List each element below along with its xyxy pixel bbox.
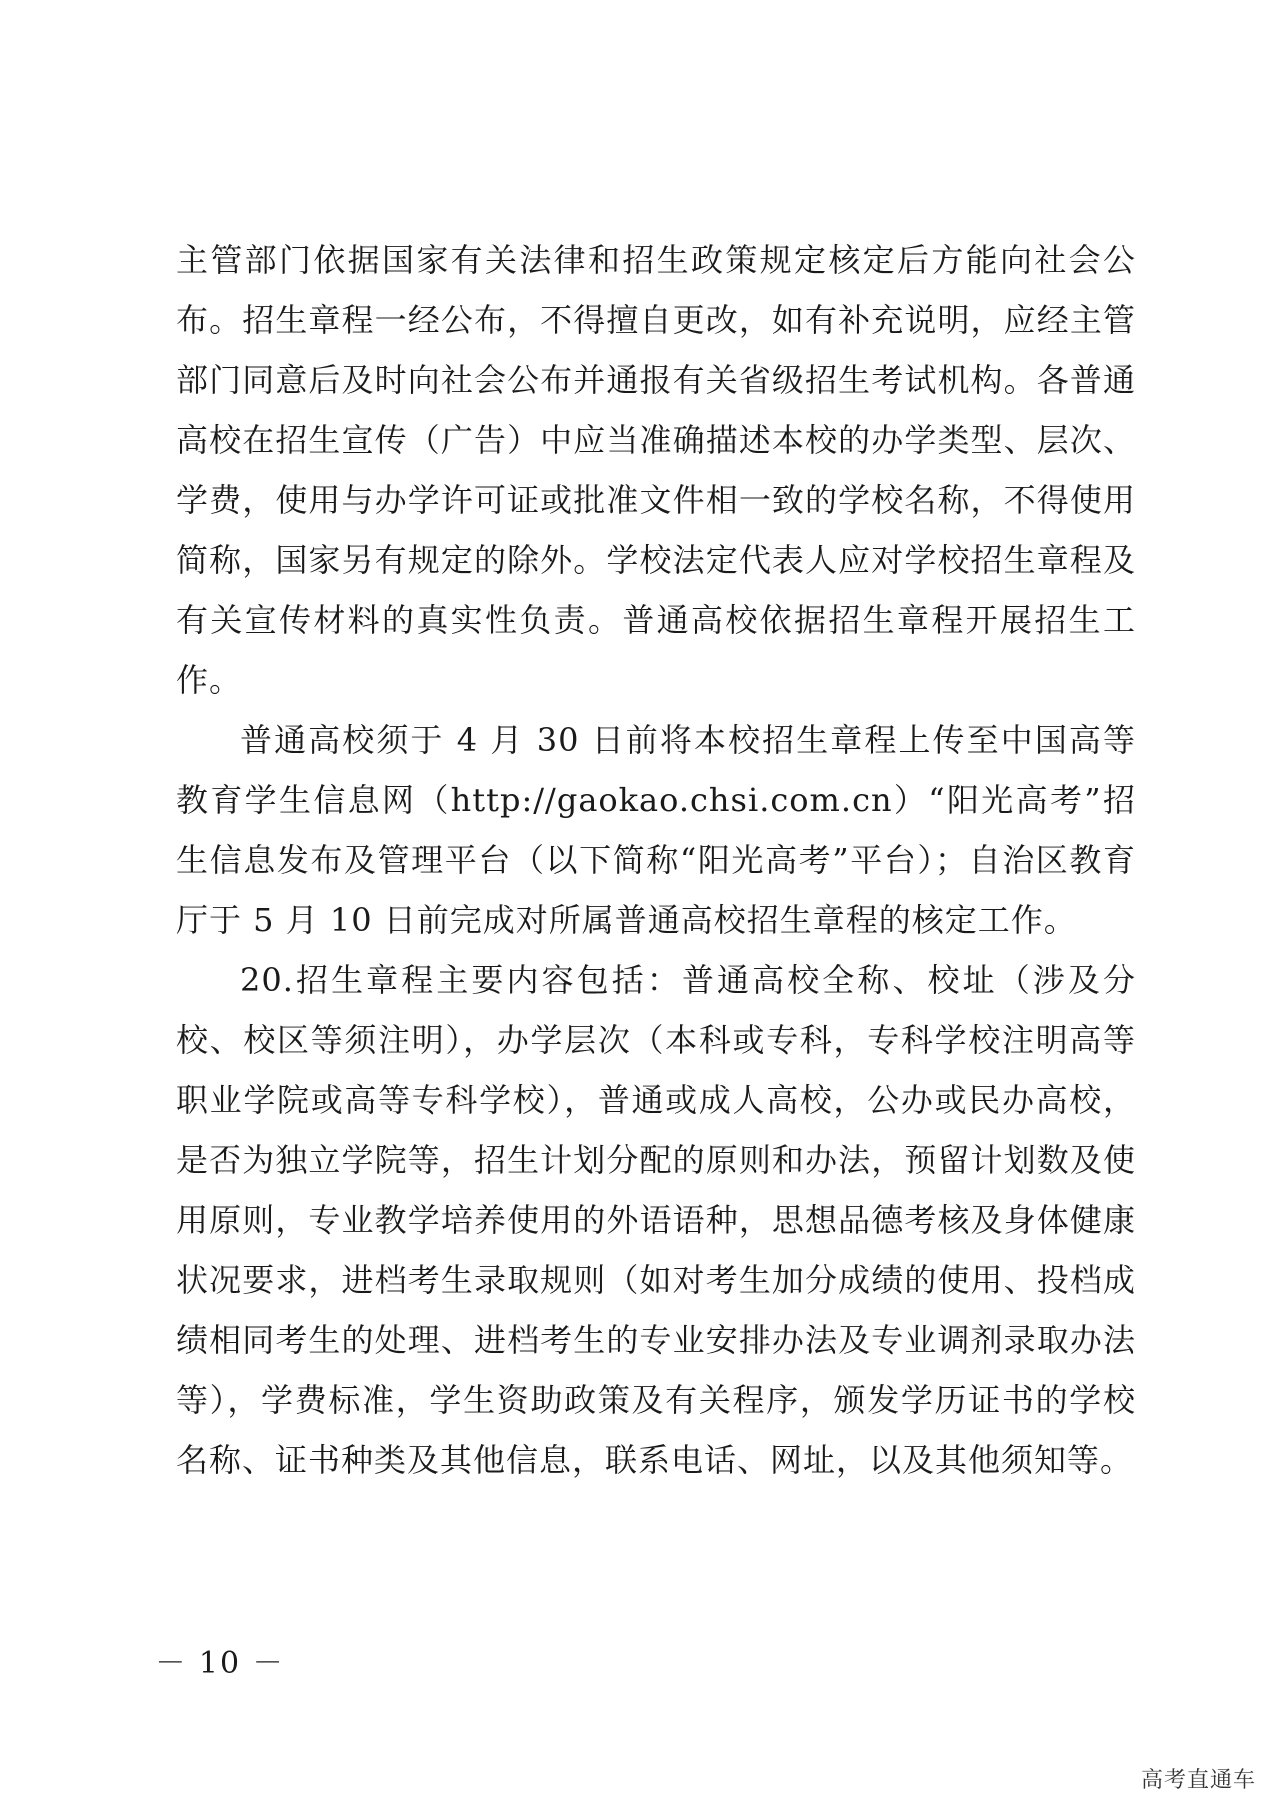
- watermark-label: 高考直通车: [1140, 1768, 1256, 1793]
- paragraph-upload-deadline: 普通高校须于 4 月 30 日前将本校招生章程上传至中国高等教育学生信息网（http://gaokao.chsi.com.cn）“阳光高考”招生信息发布及管理平台（以下简称“阳光高考”平台）；自治区教育厅于 5 月 10 日前完成对所属普通高校招生章程的核定工作。: [176, 721, 1136, 939]
- paragraph-charter-contents: 20.招生章程主要内容包括：普通高校全称、校址（涉及分校、校区等须注明），办学层次（本科或专科，专科学校注明高等职业学院或高等专科学校），普通或成人高校，公办或民办高校，是否为独立学院等，招生计划分配的原则和办法，预留计划数及使用原则，专业教学培养使用的外语语种，思想品德考核及身体健康状况要求，进档考生录取规则（如对考生加分成绩的使用、投档成绩相同考生的处理、进档考生的专业安排办法及专业调剂录取办法等），学费标准，学生资助政策及有关程序，颁发学历证书的学校名称、证书种类及其他信息，联系电话、网址，以及其他须知等。: [176, 961, 1136, 1479]
- paragraph-continuation: 主管部门依据国家有关法律和招生政策规定核定后方能向社会公布。招生章程一经公布，不得擅自更改，如有补充说明，应经主管部门同意后及时向社会公布并通报有关省级招生考试机构。各普通高校在招生宣传（广告）中应当准确描述本校的办学类型、层次、学费，使用与办学许可证或批准文件相一致的学校名称，不得使用简称，国家另有规定的除外。学校法定代表人应对学校招生章程及有关宣传材料的真实性负责。普通高校依据招生章程开展招生工作。: [176, 241, 1136, 699]
- page-number: － 10 －: [155, 1646, 285, 1681]
- document-body: [176, 230, 1136, 1490]
